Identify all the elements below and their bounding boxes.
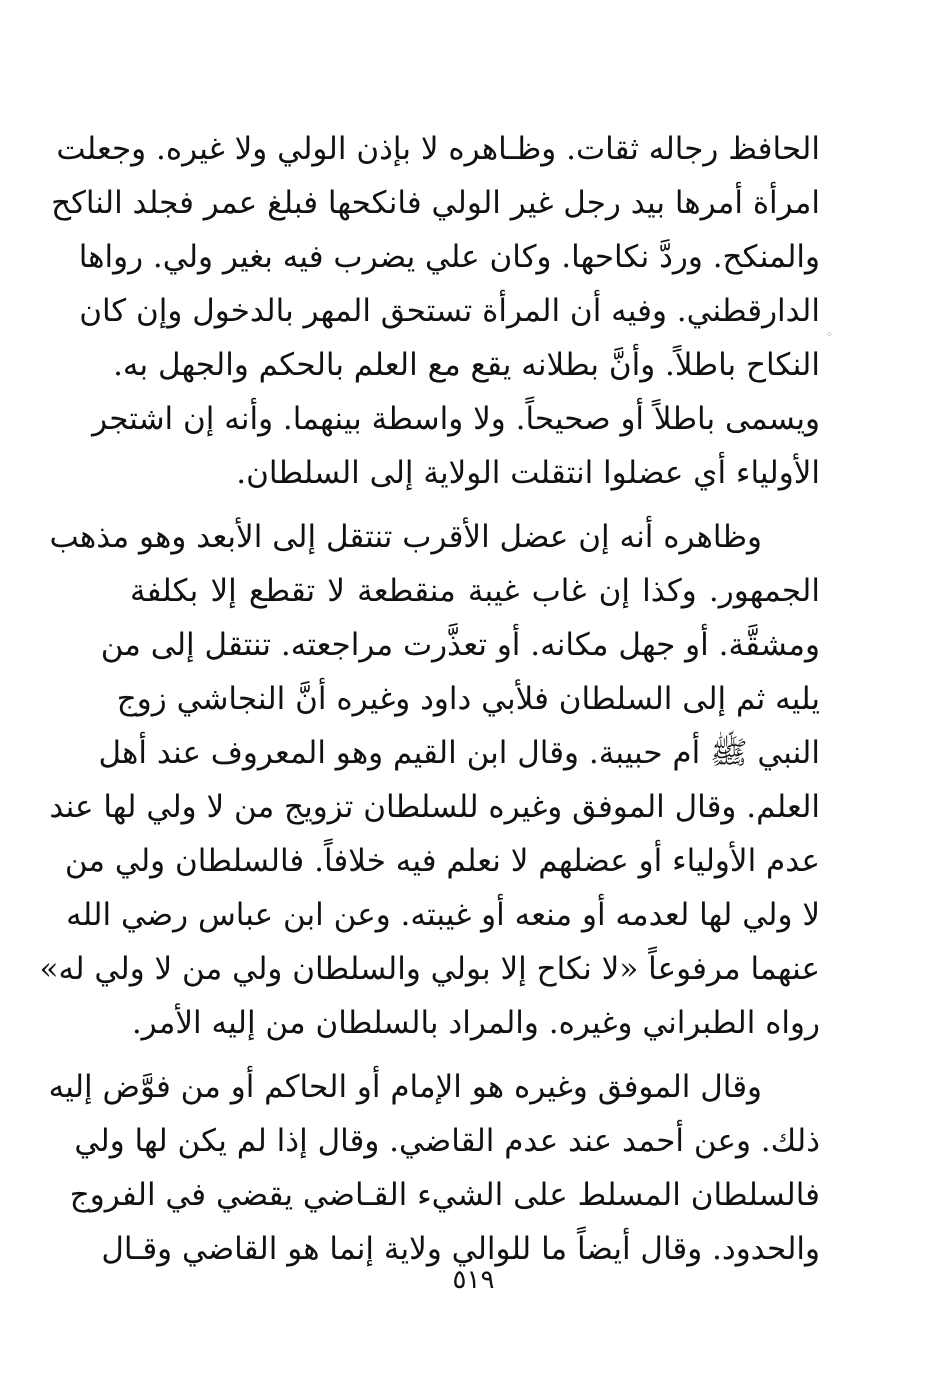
text-line: وظاهره أنه إن عضل الأقرب تنتقل إلى الأبعد وهو مذهب xyxy=(49,519,762,555)
text-line: عنهما مرفوعاً «لا نكاح إلا بولي والسلطان ولي من لا ولي له» xyxy=(39,951,820,987)
text-line: وقال الموفق وغيره هو الإمام أو الحاكم أو من فوَّض إليه xyxy=(48,1069,762,1105)
text-line: امرأة أمرها بيد رجل غير الولي فانكحها فبلغ عمر فجلد الناكح xyxy=(51,185,820,221)
text-line: فالسلطان المسلط على الشيء القـاضي يقضي في الفروج xyxy=(69,1177,820,1213)
paragraph-3 xyxy=(48,1060,820,1276)
text-line: النبي ﷺ أم حبيبة. وقال ابن القيم وهو المعروف عند أهل xyxy=(98,735,820,771)
paragraph-2 xyxy=(39,510,820,1050)
text-line: عدم الأولياء أو عضلهم لا نعلم فيه خلافاً. فالسلطان ولي من xyxy=(64,843,820,879)
text-line: ذلك. وعن أحمد عند عدم القاضي. وقال إذا لم يكن لها ولي xyxy=(74,1123,820,1159)
text-line: العلم. وقال الموفق وغيره للسلطان تزويج من لا ولي لها عند xyxy=(49,789,820,825)
page-body xyxy=(39,122,820,1276)
text-line: ومشقَّة. أو جهل مكانه. أو تعذَّرت مراجعته. تنتقل إلى من xyxy=(100,627,820,663)
page-number: ٥١٩ xyxy=(452,1265,495,1295)
text-line: والحدود. وقال أيضاً ما للوالي ولاية إنما هو القاضي وقـال xyxy=(101,1231,820,1267)
text-line: لا ولي لها لعدمه أو منعه أو غيبته. وعن ابن عباس رضي الله xyxy=(66,897,820,933)
text-line: الجمهور. وكذا إن غاب غيبة منقطعة لا تقطع إلا بكلفة xyxy=(130,573,820,609)
scan-speck-mark: ⁘ xyxy=(826,330,833,339)
text-line: الدارقطني. وفيه أن المرأة تستحق المهر بالدخول وإن كان xyxy=(79,293,820,329)
text-line: والمنكح. وردَّ نكاحها. وكان علي يضرب فيه بغير ولي. رواها xyxy=(78,239,820,275)
text-line: رواه الطبراني وغيره. والمراد بالسلطان من إليه الأمر. xyxy=(131,1005,820,1041)
text-line: الحافظ رجاله ثقات. وظـاهره لا بإذن الولي ولا غيره. وجعلت xyxy=(56,131,820,167)
text-line: النكاح باطلاً. وأنَّ بطلانه يقع مع العلم بالحكم والجهل به. xyxy=(113,347,820,383)
text-line: ويسمى باطلاً أو صحيحاً. ولا واسطة بينهما. وأنه إن اشتجر xyxy=(92,401,820,437)
paragraph-1 xyxy=(51,122,820,500)
text-line: الأولياء أي عضلوا انتقلت الولاية إلى السلطان. xyxy=(236,455,820,491)
text-line: يليه ثم إلى السلطان فلأبي داود وغيره أنَّ النجاشي زوج xyxy=(116,681,820,717)
